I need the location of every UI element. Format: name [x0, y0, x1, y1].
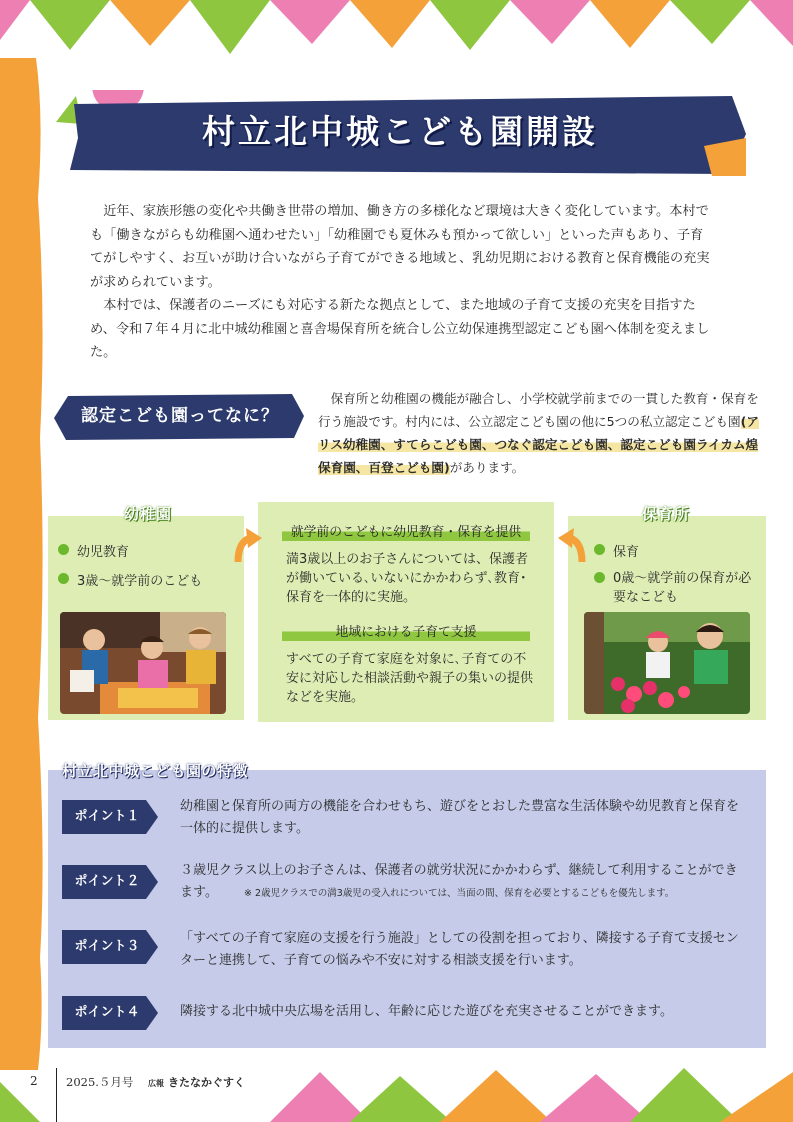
point-tag-3: ポイント３: [62, 930, 158, 964]
top-triangle-border: [0, 0, 793, 58]
point-text-4: 隣接する北中城中央広場を活用し、年齢に応じた遊びを充実させることができます。: [180, 1004, 673, 1019]
point-note-2: ※ 2歳児クラスでの満3歳児の受入れについては、当面の間、保育を必要とするこどもを優先します。: [243, 888, 675, 899]
whatis-text-before: 保育所と幼稚園の機能が融合し、小学校就学前までの一貫した教育・保育を行う施設です。村内には、公立認定こども園の他に5つの私立認定こども園: [318, 391, 759, 429]
kindergarten-label: 幼稚園: [123, 505, 172, 523]
features-heading: 村立北中城こども園の特徴: [62, 762, 249, 780]
footer-divider: [56, 1068, 57, 1122]
point-text-1: 幼稚園と保育所の両方の機能を合わせもち、遊びをとおした豊富な生活体験や幼児教育と保育を一体的に提供します。: [180, 799, 740, 836]
nursery-item: [594, 541, 760, 560]
left-orange-band: [0, 58, 48, 1070]
point-text-2: ３歳児クラス以上のお子さんは、保護者の就労状況にかかわらず、継続して利用することができます。 ※ 2歳児クラスでの満3歳児の受入れについては、当面の間、保育を必要とするこどもを優先します。: [180, 863, 738, 900]
whatis-text-after: があります。: [449, 460, 525, 475]
whatis-facility-list: (アリス幼稚園、すてらこども園、つなぐ認定こども園、認定こども園ライカム煌保育園、百登こども園): [318, 414, 759, 475]
center-heading-2: 地域における子育て支援: [282, 624, 530, 641]
nursery-item: [594, 569, 760, 607]
kindergarten-item-label: 3歳〜就学前のこども: [77, 574, 203, 589]
page-title: 村立北中城こども園開設: [202, 112, 598, 151]
intro-paragraph-1: 近年、家族形態の変化や共働き世帯の増加、働き方の多様化など環境は大きく変化しています。本村でも「働きながらも幼稚園へ通わせたい」「幼稚園でも夏休みも預かって欲しい」といった声もあり、子育てがしやすく、お互いが助け合いながら子育てができる地域と、乳幼児期における教育と保育機能の充実が求められています。: [90, 204, 710, 290]
point-tag-1: ポイント１: [62, 800, 158, 834]
issue-date: 2025.５月号: [66, 1075, 134, 1089]
whatis-heading: 認定こども園ってなに？: [81, 406, 279, 426]
publication-prefix: 広報: [148, 1079, 164, 1088]
point-text-3: 「すべての子育て家庭の支援を行う施設」としての役割を担っており、隣接する子育て支援センターと連携して、子育ての悩みや不安に対する相談支援を行います。: [180, 931, 739, 968]
bullet-icon: [58, 573, 69, 584]
arrow-icon-right: [558, 526, 588, 562]
bullet-icon: [58, 544, 69, 555]
kindergarten-item: [58, 570, 238, 589]
point-tag-2: ポイント２: [62, 865, 158, 899]
page-number: 2: [30, 1074, 38, 1088]
point-tag-4: ポイント４: [62, 996, 158, 1030]
center-text-1: 満3歳以上のお子さんについては、保護者が働いている､いないにかかわらず､教育･保育を一体的に実施。: [286, 552, 529, 605]
intro-text: [90, 200, 712, 365]
nursery-photo: [584, 612, 750, 714]
bullet-icon: [594, 544, 605, 555]
kindergarten-photo: [60, 612, 226, 714]
publication-name: [148, 1074, 245, 1090]
center-heading-1: 就学前のこどもに幼児教育・保育を提供: [282, 524, 530, 541]
nursery-item-label: 保育: [613, 545, 640, 560]
bottom-triangle-border: [0, 1062, 793, 1122]
nursery-item-label: 0歳〜就学前の保育が必要なこども: [613, 571, 752, 605]
whatis-description: [318, 387, 768, 479]
kindergarten-item: [58, 541, 238, 560]
center-text-2: すべての子育て家庭を対象に､子育ての不安に対応した相談活動や親子の集いの提供などを実施。: [286, 652, 534, 705]
kindergarten-item-label: 幼児教育: [77, 545, 130, 560]
nursery-label: 保育所: [641, 505, 690, 523]
bullet-icon: [594, 572, 605, 583]
intro-paragraph-2: 本村では、保護者のニーズにも対応する新たな拠点として、また地域の子育て支援の充実を目指すため、令和７年４月に北中城幼稚園と喜舎場保育所を統合し公立幼保連携型認定こども園へ体制を変えました。: [90, 298, 710, 360]
publication-title: きたなかぐすく: [168, 1076, 245, 1089]
